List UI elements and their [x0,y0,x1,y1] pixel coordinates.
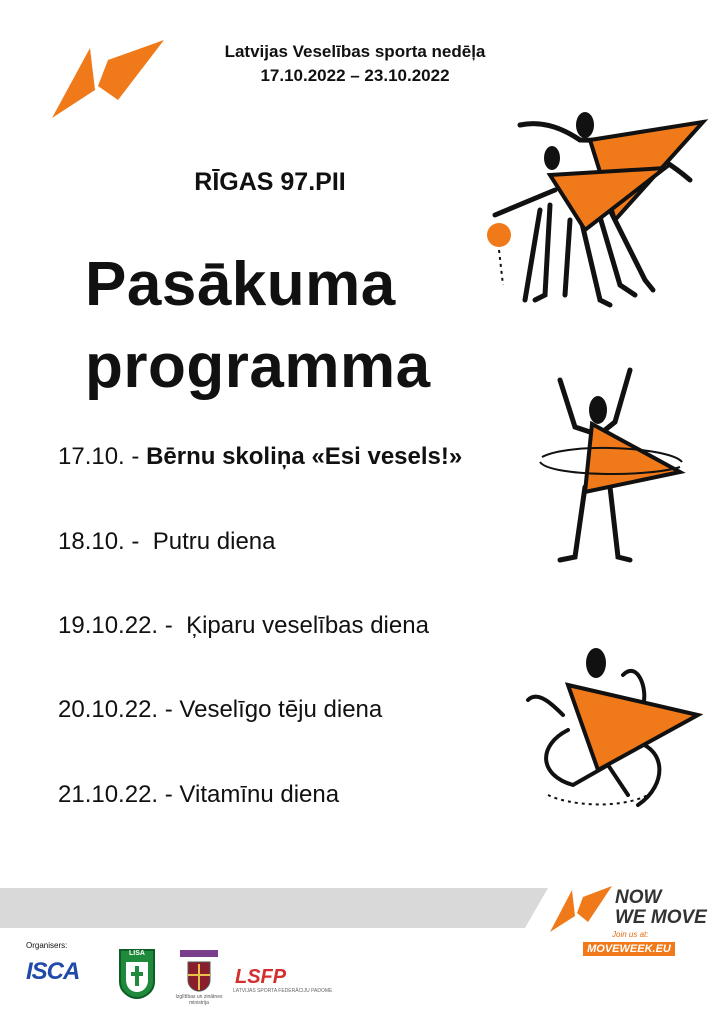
organisers-label: Organisers: [26,941,68,950]
program-date: 20.10.22. - [58,696,173,723]
moveweek-url[interactable]: MOVEWEEK.EU [583,942,675,956]
nwm-line1: NOW [615,887,662,908]
program-title: Bērnu skoliņa «Esi vesels!» [146,443,463,470]
dancing-figure-illustration [518,645,703,815]
program-item [58,528,276,556]
program-item [58,612,429,640]
now-we-move-logo [548,884,614,934]
nwm-line2: WE MOVE [615,907,707,928]
organization-name: RĪGAS 97.PII [194,168,346,196]
moveweek-logo [50,38,166,120]
ministry-text: Izglītības un zinātnes ministrija [175,994,223,1006]
program-date: 19.10.22. - [58,612,173,639]
program-title: Vitamīnu diena [179,781,340,808]
program-title: Putru diena [152,528,276,555]
event-title: Latvijas Veselības sporta nedēļa [224,42,486,61]
event-dates: 17.10.2022 – 23.10.2022 [260,66,450,85]
ministry-emblem [178,950,220,994]
program-item [58,443,462,471]
program-date: 18.10. - [58,528,140,555]
isca-logo: ISCA [26,958,80,985]
program-item [58,781,339,809]
lsfp-subtitle: LATVIJAS SPORTA FEDERĀCIJU PADOME [233,988,333,994]
figures-ball-illustration [485,110,710,310]
program-title: Veselīgo tēju diena [179,696,383,723]
hula-hoop-figure-illustration [530,362,690,567]
main-title-line1: Pasākuma [85,250,396,319]
now-we-move-text [615,888,707,928]
event-header [175,40,535,88]
program-date: 21.10.22. - [58,781,173,808]
lsfp-logo: LSFP [235,966,287,988]
lisa-text: LISA [129,950,145,957]
program-date: 17.10. - [58,443,140,470]
program-title: Ķiparu veselības diena [186,612,429,639]
join-us-text: Join us at: [612,930,649,939]
main-title-line2: programma [85,332,431,401]
program-item [58,696,382,724]
